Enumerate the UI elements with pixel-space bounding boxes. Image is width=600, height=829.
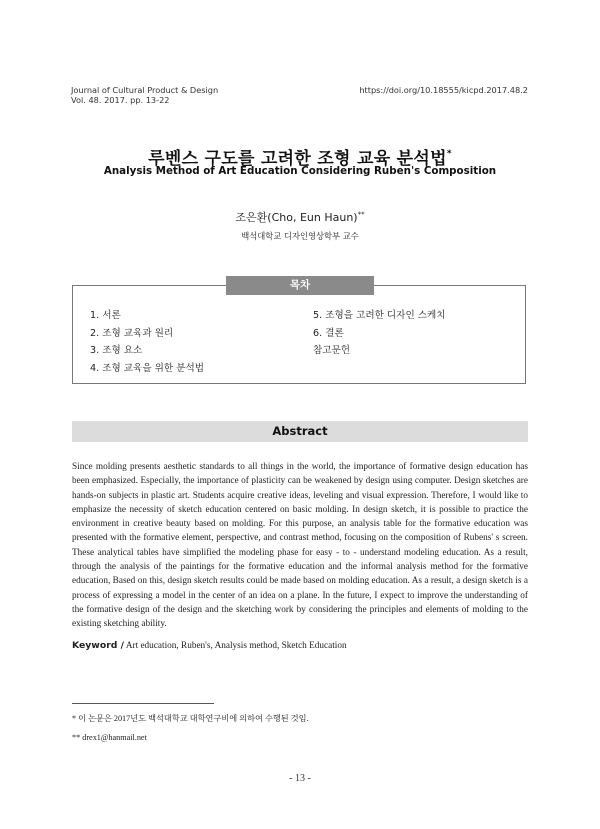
keyword-line [72, 640, 528, 651]
footnote-email: ** drex1@hanmail.net [72, 733, 147, 742]
abstract-body: Since molding presents aesthetic standards to all things in the world, the importance of formative design education has been emphasized. Especially, the importance of plasticity can be weakened by design using computer. Design sketches are hands-on subjects in plastic art. Students acquire creative ideas, leveling and visual expression. Therefore, I would like to emphasize the necessity of sketch education centered on basic molding. In design sketch, it is possible to practice the environment in creative beauty based on molding. For this purpose, an analysis table for the formative education was presented with the formative element, perspective, and contrast method, focusing on the composition of Rubens' s screen. These analytical tables have simplified the modeling phase for easy - to - understand modeling education. As a result, through the analysis of the paintings for the formative education and the informal analysis method for the formative education, Based on this, design sketch results could be made based on molding education. As a result, a design sketch is a process of expressing a model in the center of an idea on a plane. In the future, I expect to improve the understanding of the formative design of the design and the sketching work by considering the principles and elements of molding to the existing sketching ability. [72, 462, 528, 630]
toc-item: 참고문헌 [313, 345, 351, 356]
footnote-divider [72, 703, 214, 704]
keyword-label: Keyword / [72, 640, 124, 651]
abstract-heading: Abstract [72, 421, 528, 442]
toc-item: 1. 서론 [90, 310, 121, 321]
toc-item: 6. 결론 [313, 327, 344, 339]
author-affiliation: 백석대학교 디자인영상학부 교수 [241, 231, 359, 241]
toc-right-column [313, 307, 446, 360]
title-english: Analysis Method of Art Education Considering Ruben's Composition [103, 165, 497, 177]
author-name [0, 209, 600, 225]
toc-item: 3. 조형 요소 [90, 345, 143, 356]
journal-info [71, 85, 218, 105]
toc-item: 4. 조형 교육을 위한 분석법 [90, 362, 205, 374]
author-name-text: 조은환(Cho, Eun Haun) [235, 211, 358, 224]
footnote-funding: * 이 논문은 2017년도 백석대학교 대학연구비에 의하여 수행된 것임. [72, 714, 309, 723]
page-number: - 13 - [289, 773, 311, 784]
author-footnote-mark: ** [357, 210, 365, 219]
journal-volume: Vol. 48. 2017. pp. 13-22 [71, 95, 170, 105]
keyword-text: Art education, Ruben's, Analysis method, Sketch Education [125, 641, 347, 651]
title-footnote-mark: * [446, 149, 452, 160]
toc-left-column [90, 307, 204, 377]
journal-name: Journal of Cultural Product & Design [71, 85, 219, 95]
doi-link[interactable]: https://doi.org/10.18555/kicpd.2017.48.2 [359, 85, 528, 95]
toc-heading: 목차 [226, 276, 374, 295]
toc-item: 2. 조형 교육과 원리 [90, 327, 174, 339]
title-korean-text: 루벤스 구도를 고려한 조형 교육 분석법 [148, 149, 447, 169]
toc-item: 5. 조형을 고려한 디자인 스케치 [313, 310, 446, 321]
